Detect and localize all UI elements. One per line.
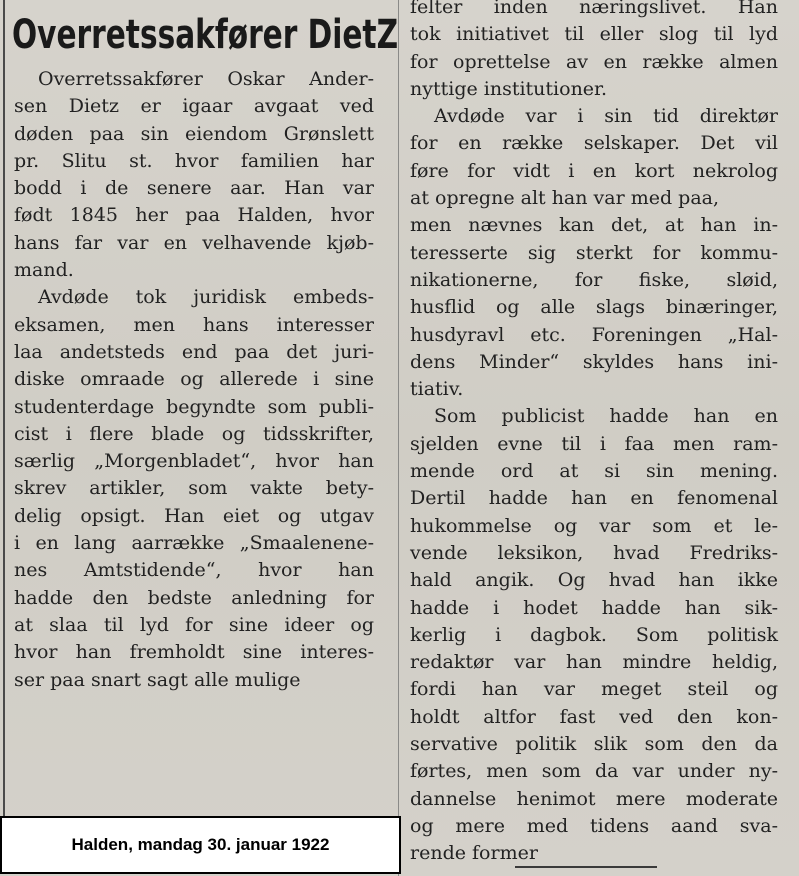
text-line: Avdøde tok juridisk embeds- (38, 286, 374, 309)
text-line: eksamen, men hans interesser (14, 313, 374, 336)
text-line: Avdøde var i sin tid direktør (434, 105, 778, 128)
text-line: men nævnes kan det, at han in- (410, 214, 778, 237)
text-line: og mere med tidens aand sva- (410, 814, 778, 837)
text-line: kerlig i dagbok. Som politisk (410, 623, 778, 646)
text-line: felter inden næringslivet. Han (410, 0, 778, 18)
text-line: døden paa sin eiendom Grønslett (14, 122, 374, 145)
right-column (410, 0, 778, 868)
text-line: tiativ. (410, 378, 464, 401)
text-line: ser paa snart sagt alle mulige (14, 668, 301, 691)
caption-text: Halden, mandag 30. januar 1922 (71, 835, 330, 854)
text-line: nes Amtstidende“, hvor han (14, 559, 374, 582)
text-line: hukommelse og var som et le- (410, 514, 778, 537)
text-line: hans far var en velhavende kjøb- (14, 231, 374, 254)
text-line: husflid og alle slags binæringer, (410, 296, 778, 319)
column-divider (398, 0, 399, 876)
text-line: Overretssakfører Oskar Ander- (38, 68, 374, 90)
text-line: diske omraade og allerede i sine (14, 368, 374, 391)
text-line: servative politik slik som den da (410, 733, 778, 756)
text-line: hald angik. Og hvad han ikke (410, 569, 778, 592)
article-headline: Overretssakfører DietZ (12, 12, 399, 58)
text-line: husdyravl etc. Foreningen „Hal- (410, 323, 778, 346)
text-line: skrev artikler, som vakte bety- (14, 477, 374, 500)
left-border-rule (3, 0, 5, 820)
text-line: dens Minder“ skyldes hans ini- (410, 350, 778, 373)
text-line: bodd i de senere aar. Han var (14, 177, 374, 200)
text-line: sen Dietz er igaar avgaat ved (14, 95, 374, 118)
text-line: Som publicist hadde han en (434, 405, 778, 428)
text-line: hadde i hodet hadde han sik- (410, 596, 778, 619)
text-line: nyttige institutioner. (410, 77, 608, 100)
text-line: tok initiativet til eller slog til lyd (410, 23, 778, 46)
article-end-rule (515, 866, 657, 868)
text-line: nikationerne, for fiske, sløid, (410, 268, 778, 291)
text-line: mand. (14, 259, 74, 282)
text-line: cist i flere blade og tidsskrifter, (14, 422, 374, 445)
text-line: hvor han fremholdt sine interes- (14, 641, 374, 664)
text-line: for en række selskaper. Det vil (410, 132, 778, 155)
text-line: laa andetsteds end paa det juri- (14, 340, 374, 363)
caption-box (0, 816, 401, 874)
text-line: født 1845 her paa Halden, hvor (14, 204, 374, 227)
text-line: delig opsigt. Han eiet og utgav (14, 504, 374, 527)
text-line: holdt altfor fast ved den kon- (410, 705, 778, 728)
text-line: fordi han var meget steil og (410, 678, 778, 701)
text-line: at slaa til lyd for sine ideer og (14, 613, 374, 636)
text-line: mende ord at si sin mening. (410, 460, 778, 483)
text-line: pr. Slitu st. hvor familien har (14, 149, 374, 172)
text-line: i en lang aarrække „Smaalenene- (14, 532, 374, 555)
text-line: føre for vidt i en kort nekrolog (410, 159, 778, 182)
text-line: for oprettelse av en række almen (410, 50, 778, 73)
text-line: teresserte sig sterkt for kommu- (410, 241, 778, 264)
text-line: rende former (410, 842, 538, 865)
text-line: Dertil hadde han en fenomenal (410, 487, 778, 510)
text-line: at opregne alt han var med paa, (410, 187, 720, 210)
text-line: vende leksikon, hvad Fredriks- (410, 541, 778, 564)
text-line: sjelden evne til i faa men ram- (410, 432, 778, 455)
text-line: hadde den bedste anledning for (14, 586, 374, 609)
text-line: dannelse henimot mere moderate (410, 787, 778, 810)
text-line: særlig „Morgenbladet“, hvor han (14, 450, 374, 473)
text-line: førtes, men som da var under ny- (410, 760, 778, 783)
left-column (14, 66, 374, 694)
text-line: redaktør var han mindre heldig, (410, 651, 778, 674)
text-line: studenterdage begyndte som publi- (14, 395, 374, 418)
